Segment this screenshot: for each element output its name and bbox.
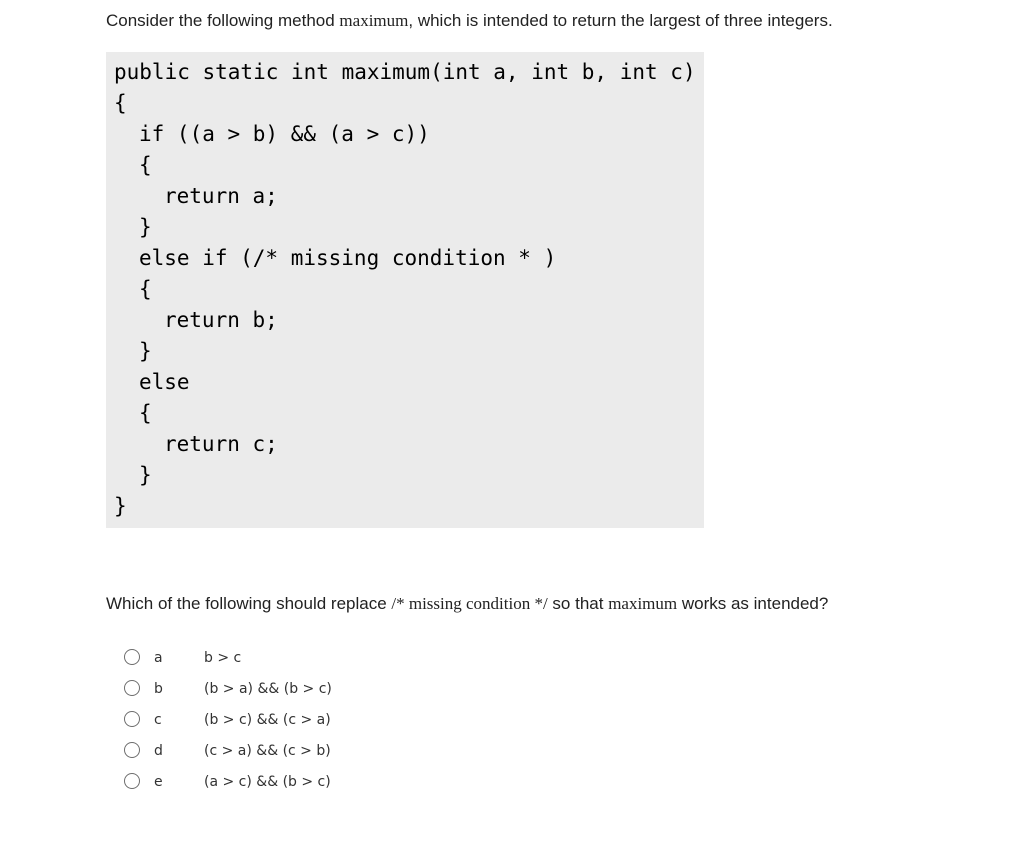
answer-option-a[interactable] [124, 645, 524, 676]
option-letter: e [154, 774, 163, 790]
option-letter: c [154, 712, 162, 728]
radio-button[interactable] [124, 649, 140, 665]
radio-button[interactable] [124, 711, 140, 727]
option-letter: b [154, 681, 163, 697]
followup-text-start: Which of the following should replace [106, 594, 392, 613]
answer-option-c[interactable] [124, 707, 524, 738]
code-line: { [114, 91, 127, 115]
code-line: } [114, 494, 127, 518]
code-line: } [139, 463, 152, 487]
code-block [106, 52, 704, 528]
prompt-text-start: Consider the following method [106, 11, 340, 30]
question-prompt [106, 10, 833, 32]
code-line: if ((a > b) && (a > c)) [139, 122, 430, 146]
followup-placeholder: /* missing condition */ [391, 594, 548, 613]
radio-button[interactable] [124, 742, 140, 758]
answer-options [124, 645, 524, 800]
followup-method-name: maximum [608, 594, 678, 613]
prompt-method-name: maximum [339, 11, 409, 30]
option-text: (b > c) && (c > a) [204, 712, 331, 728]
followup-text-middle: so that [547, 594, 609, 613]
radio-button[interactable] [124, 773, 140, 789]
followup-text-end: works as intended? [677, 594, 829, 613]
answer-option-e[interactable] [124, 769, 524, 800]
code-line: return c; [164, 432, 278, 456]
code-line: } [139, 215, 152, 239]
option-text: (a > c) && (b > c) [204, 774, 331, 790]
code-line: { [139, 401, 152, 425]
code-line: else if (/* missing condition * ) [139, 246, 557, 270]
answer-option-d[interactable] [124, 738, 524, 769]
option-text: (c > a) && (c > b) [204, 743, 331, 759]
prompt-text-end: , which is intended to return the largest of three integers. [408, 11, 833, 30]
option-letter: d [154, 743, 163, 759]
code-line: } [139, 339, 152, 363]
option-text: (b > a) && (b > c) [204, 681, 332, 697]
option-text: b > c [204, 650, 242, 666]
code-line: public static int maximum(int a, int b, int c) [114, 60, 696, 84]
code-line: { [139, 153, 152, 177]
code-line: else [139, 370, 190, 394]
code-line: return a; [164, 184, 278, 208]
question-followup [106, 593, 828, 615]
code-line: { [139, 277, 152, 301]
radio-button[interactable] [124, 680, 140, 696]
code-line: return b; [164, 308, 278, 332]
answer-option-b[interactable] [124, 676, 524, 707]
option-letter: a [154, 650, 163, 666]
